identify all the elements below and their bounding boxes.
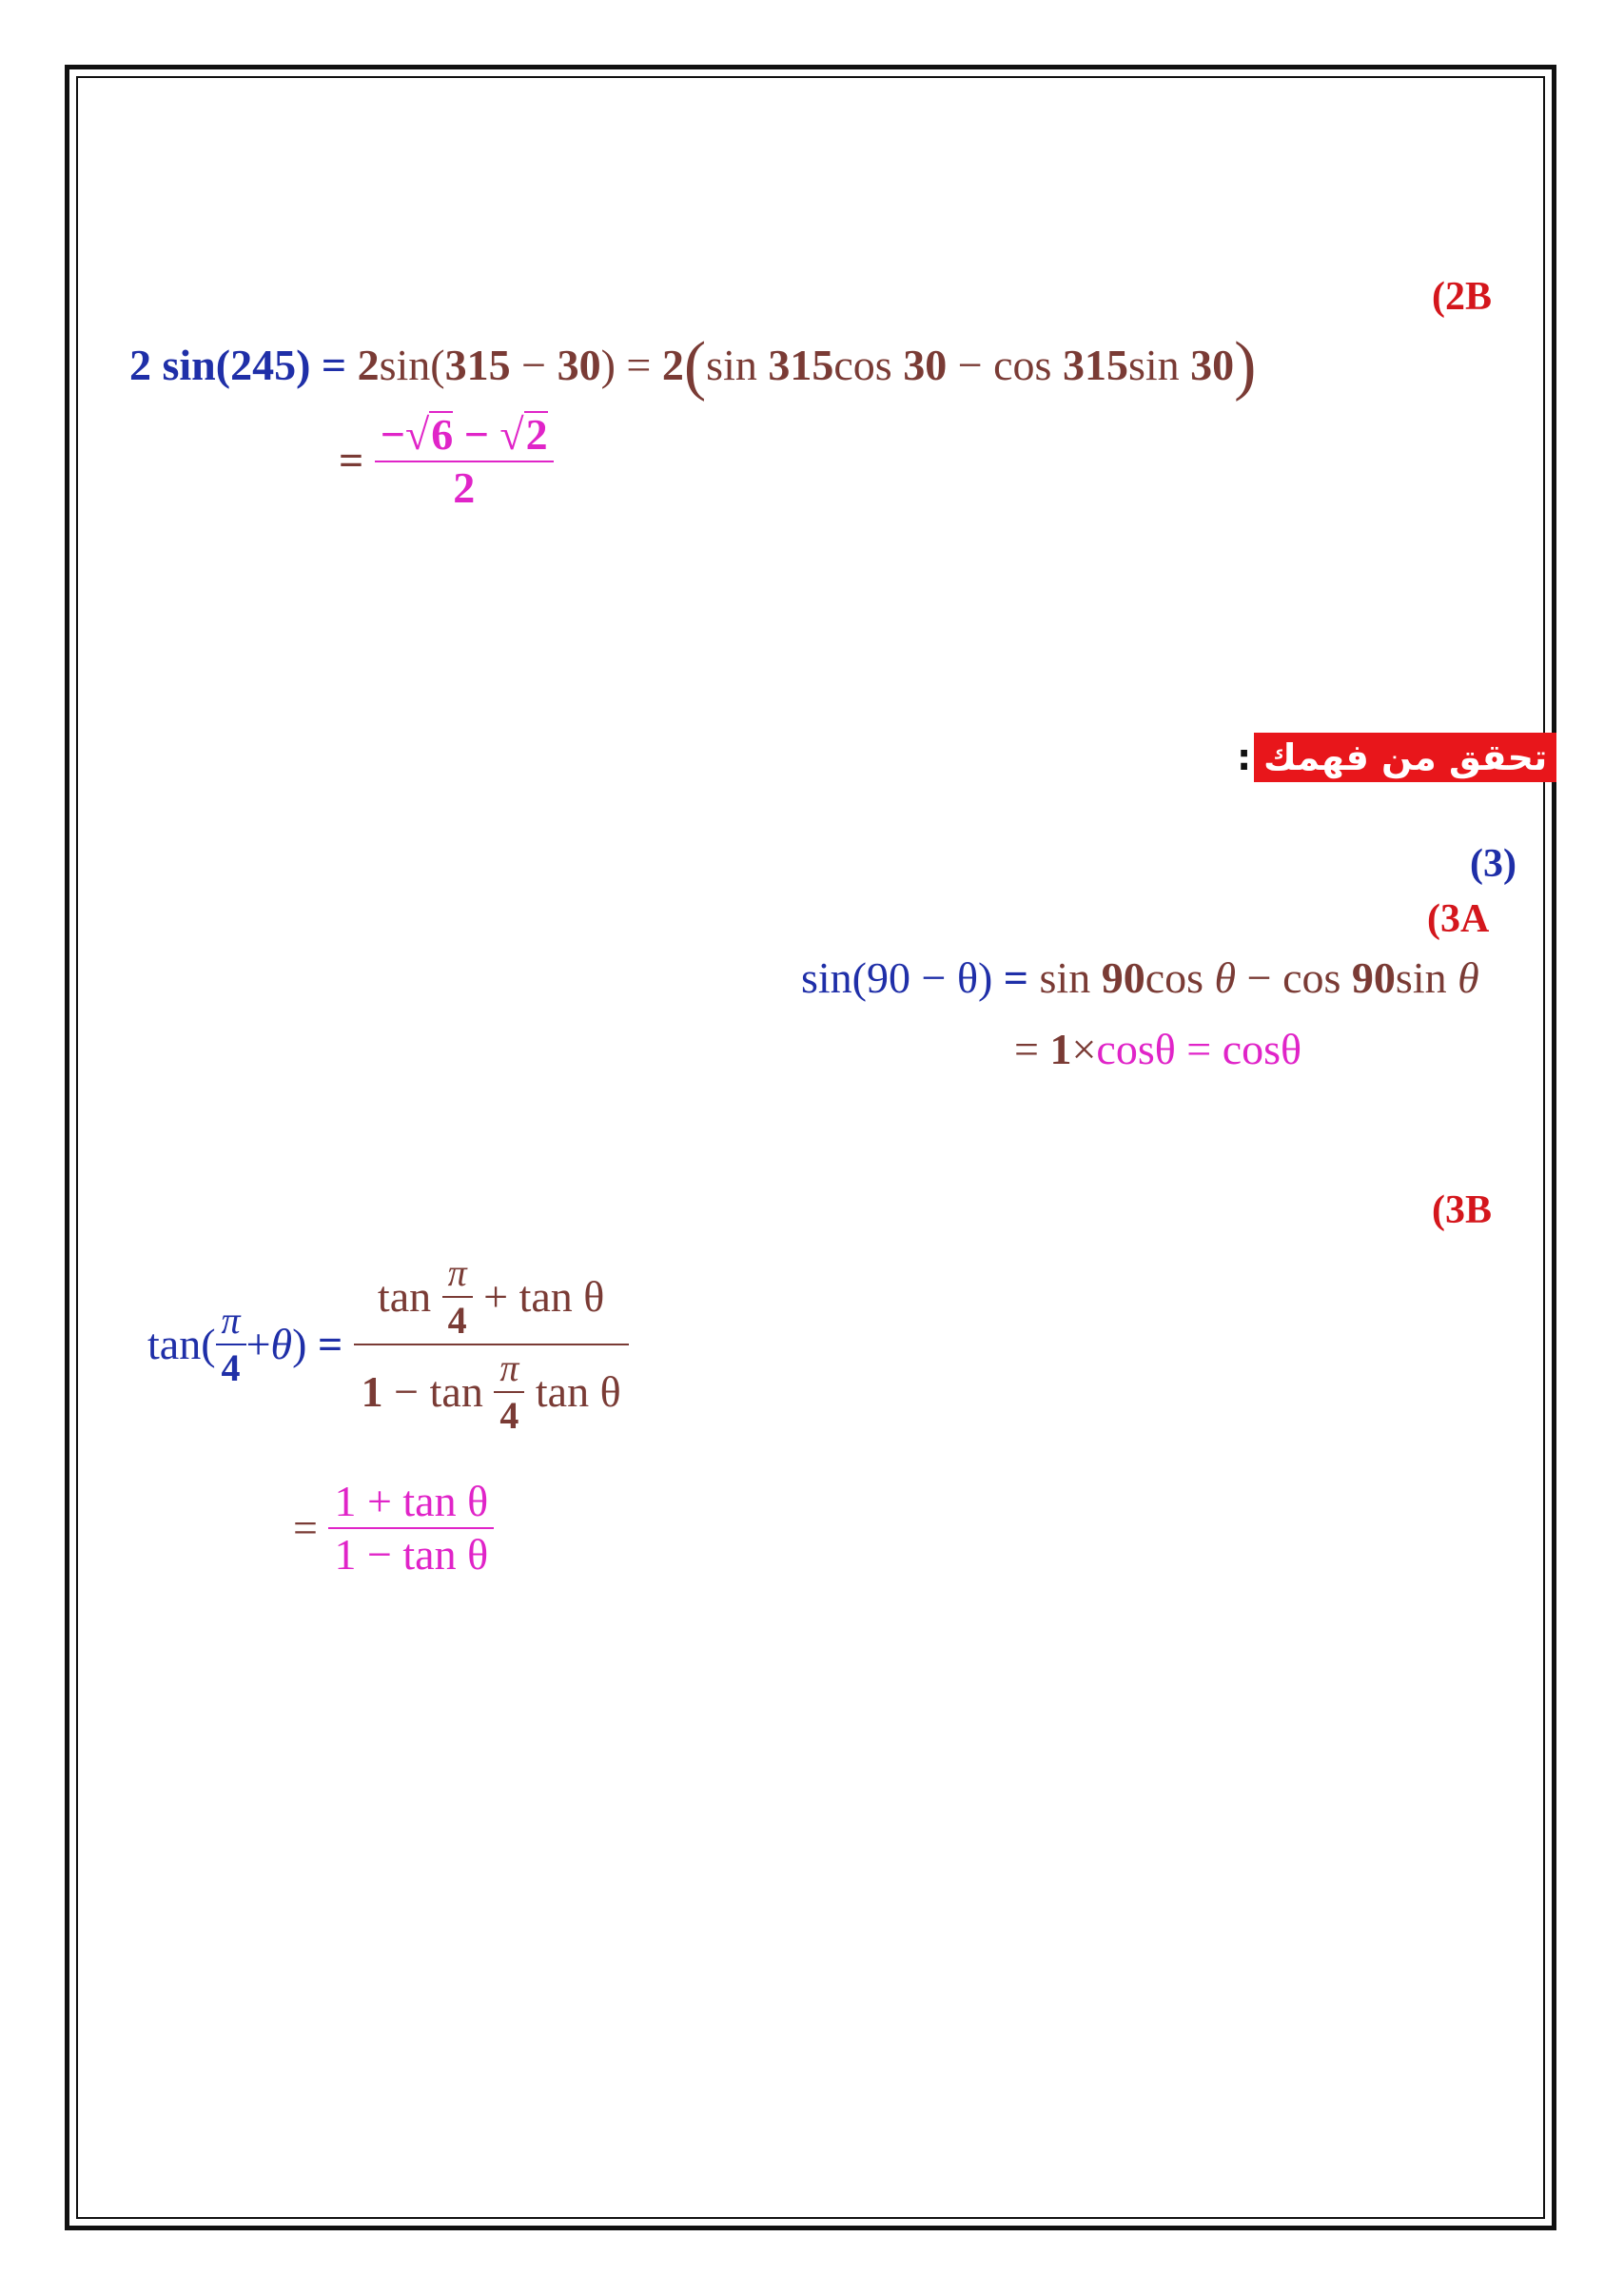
label-2b: (2B xyxy=(1432,275,1492,319)
heading-check-understanding: تحقق من فهمك xyxy=(1254,733,1556,782)
fraction-3b-main: tan $\frac{\pi}{4}$ + tan θ 1 − tan $\frac{\pi}{4}$ tan θ xyxy=(354,1254,629,1435)
heading-colon: : xyxy=(1237,736,1252,778)
equation-3b-line1: tan( $\frac{\pi}{4}$ +θ) = tan $\frac{\pi}{4}$ + tan θ 1 − tan $\frac{\pi}{4}$ tan θ xyxy=(147,1254,629,1435)
label-3b: (3B xyxy=(1432,1188,1492,1232)
equation-3a-line1: sin(90 − θ) = sin 90cos θ − cos 90sin θ xyxy=(801,953,1479,1002)
equation-3b-line2: = $\frac{\text{1 + tan θ}}{\text{1 − tan θ}}$ xyxy=(293,1480,494,1577)
fraction-2b: $\frac{-√6 - √2}{2}$ xyxy=(375,411,554,510)
equation-3a-line2: = 1×cosθ = cosθ xyxy=(1014,1025,1302,1073)
fraction-3b-result: $\frac{\text{1 + tan θ}}{\text{1 − tan θ}}$ xyxy=(328,1480,494,1577)
equation-2b-line1: 2 sin(245) = 2sin(315 − 30) = 2(sin 315cos 30 − cos 315sin 30) xyxy=(129,329,1257,402)
label-3a: (3A xyxy=(1427,897,1490,941)
equation-2b-line2: = $\frac{-√6 - √2}{2}$ xyxy=(339,411,554,510)
pi-over-4-lhs: $\frac{\pi}{4}$ xyxy=(216,1302,246,1387)
label-3: (3) xyxy=(1470,842,1516,886)
